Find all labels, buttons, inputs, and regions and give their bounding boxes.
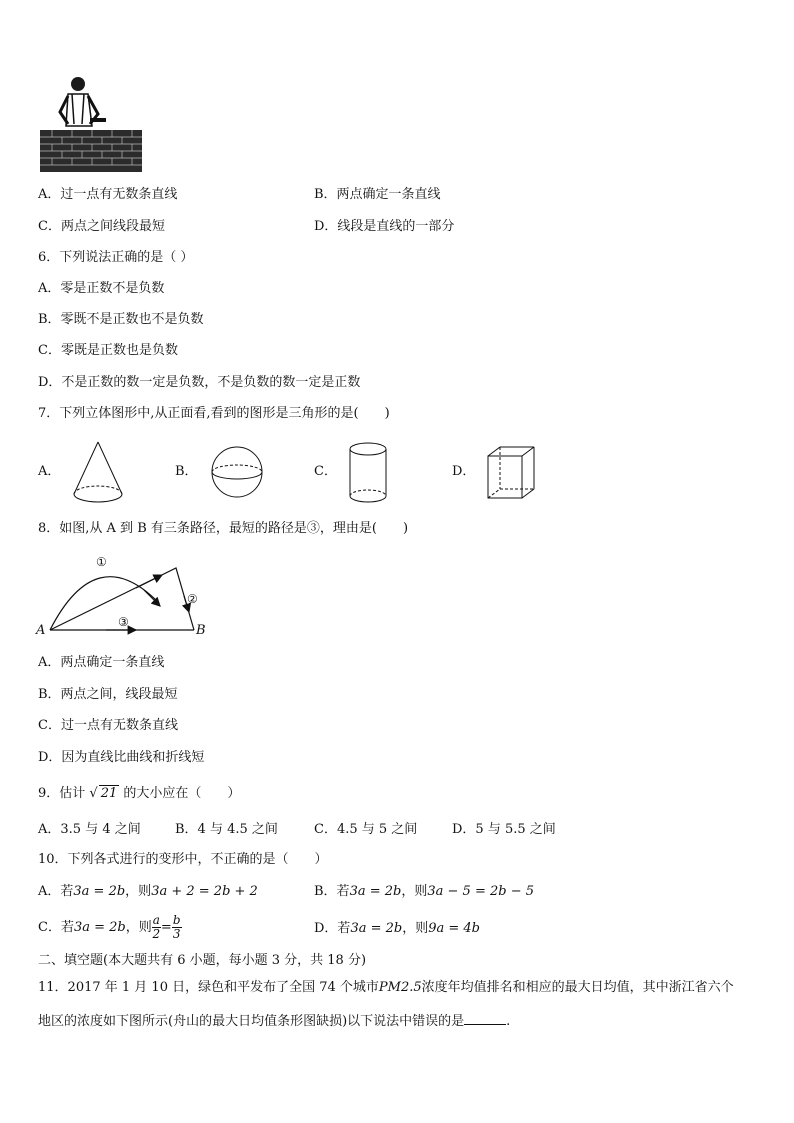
q10-c-denominator-left: 2 (152, 927, 161, 941)
q10-b-result: 3a − 5 = 2b − 5 (427, 884, 534, 899)
q7-option-b[interactable]: B． (175, 464, 198, 479)
q8-option-d[interactable]: D．因为直线比曲线和折线短 (38, 750, 205, 765)
q10-option-a[interactable] (38, 884, 258, 900)
q9-option-b[interactable]: B．4 与 4.5 之间 (175, 822, 278, 837)
q9-stem (38, 785, 240, 802)
q10-stem: 10．下列各式进行的变形中，不正确的是（ ） (38, 852, 328, 867)
q9-radicand: 21 (100, 786, 118, 801)
q11-line1-a: 11．2017 年 1 月 10 日，绿色和平发布了全国 74 个城市 (38, 980, 379, 995)
q10-d-result: 9a = 4b (428, 921, 481, 936)
sqrt-symbol: √ (89, 786, 98, 801)
cone-figure (70, 440, 126, 506)
q6-option-c[interactable]: C．零既是正数也是负数 (38, 343, 178, 358)
q5-option-a[interactable]: A．过一点有无数条直线 (38, 187, 178, 202)
cylinder-figure (345, 440, 391, 506)
worker-wall-image (38, 74, 146, 174)
q10-c-equals: = (160, 920, 172, 935)
q10-option-d[interactable] (314, 921, 480, 937)
q9-stem-prefix: 9．估计 (38, 786, 86, 801)
q10-option-c[interactable] (38, 913, 182, 943)
q10-b-given: 3a = 2b (349, 884, 402, 899)
point-b-label: B (196, 623, 206, 638)
q8-option-c[interactable]: C．过一点有无数条直线 (38, 718, 178, 733)
q10-c-denominator-right: 3 (172, 927, 181, 941)
q8-option-b[interactable]: B．两点之间，线段最短 (38, 687, 178, 702)
q10-d-prefix: D．若 (314, 921, 351, 936)
q6-option-a[interactable]: A．零是正数不是负数 (38, 281, 165, 296)
q11-pm25: PM2.5 (378, 980, 422, 995)
q9-option-a[interactable]: A．3.5 与 4 之间 (38, 822, 141, 837)
sphere-figure (206, 444, 268, 500)
q10-c-fraction-left (152, 914, 161, 941)
q9-stem-suffix: 的大小应在（ ） (123, 786, 241, 801)
point-a-label: A (36, 623, 46, 638)
q11-line1 (38, 980, 734, 996)
q8-option-a[interactable]: A．两点确定一条直线 (38, 655, 165, 670)
q5-option-b[interactable]: B．两点确定一条直线 (314, 187, 441, 202)
section-heading: 二、填空题(本大题共有 6 小题，每小题 3 分，共 18 分) (38, 953, 367, 968)
q10-c-fraction-right (172, 914, 182, 941)
q10-c-given: 3a = 2b (73, 920, 126, 935)
q8-stem: 8．如图,从 A 到 B 有三条路径，最短的路径是③，理由是( ) (38, 521, 409, 536)
q10-c-prefix: C．若 (38, 920, 74, 935)
q10-c-mid: ，则 (125, 920, 152, 935)
q11-line2 (38, 1012, 510, 1030)
q5-option-d[interactable]: D．线段是直线的一部分 (314, 219, 455, 234)
q11-line1-b: 浓度年均值排名和相应的最大日均值，其中浙江省六个 (421, 980, 734, 995)
path2-label: ② (187, 592, 198, 606)
q10-d-given: 3a = 2b (350, 921, 403, 936)
answer-blank[interactable] (464, 1012, 506, 1025)
q7-option-c[interactable]: C． (314, 464, 337, 479)
q10-c-numerator-left: a (152, 913, 160, 927)
q10-option-b[interactable] (314, 884, 534, 900)
q10-c-numerator-right: b (172, 913, 181, 927)
q10-a-given: 3a = 2b (73, 884, 126, 899)
cuboid-figure (484, 444, 538, 502)
q6-stem: 6．下列说法正确的是（ ） (38, 250, 194, 265)
q7-option-d[interactable]: D． (452, 464, 476, 479)
q10-a-mid: ，则 (125, 884, 152, 899)
q10-b-mid: ，则 (401, 884, 428, 899)
q7-stem: 7．下列立体图形中,从正面看,看到的图形是三角形的是( ) (38, 406, 390, 421)
q9-option-c[interactable]: C．4.5 与 5 之间 (314, 822, 418, 837)
q9-option-d[interactable]: D．5 与 5.5 之间 (452, 822, 556, 837)
path3-label: ③ (118, 615, 129, 629)
q6-option-b[interactable]: B．零既不是正数也不是负数 (38, 312, 204, 327)
q10-a-prefix: A．若 (38, 884, 74, 899)
q10-a-result: 3a + 2 = 2b + 2 (151, 884, 258, 899)
q11-line2-text: 地区的浓度如下图所示(舟山的最大日均值条形图缺损)以下说法中错误的是 (38, 1014, 465, 1029)
q11-line2-end: . (506, 1014, 511, 1029)
q10-d-mid: ，则 (402, 921, 429, 936)
q10-b-prefix: B．若 (314, 884, 350, 899)
path1-label: ① (96, 555, 107, 569)
q5-option-c[interactable]: C．两点之间线段最短 (38, 219, 165, 234)
q6-option-d[interactable]: D．不是正数的数一定是负数，不是负数的数一定是正数 (38, 375, 361, 390)
q7-option-a[interactable]: A． (38, 464, 61, 479)
